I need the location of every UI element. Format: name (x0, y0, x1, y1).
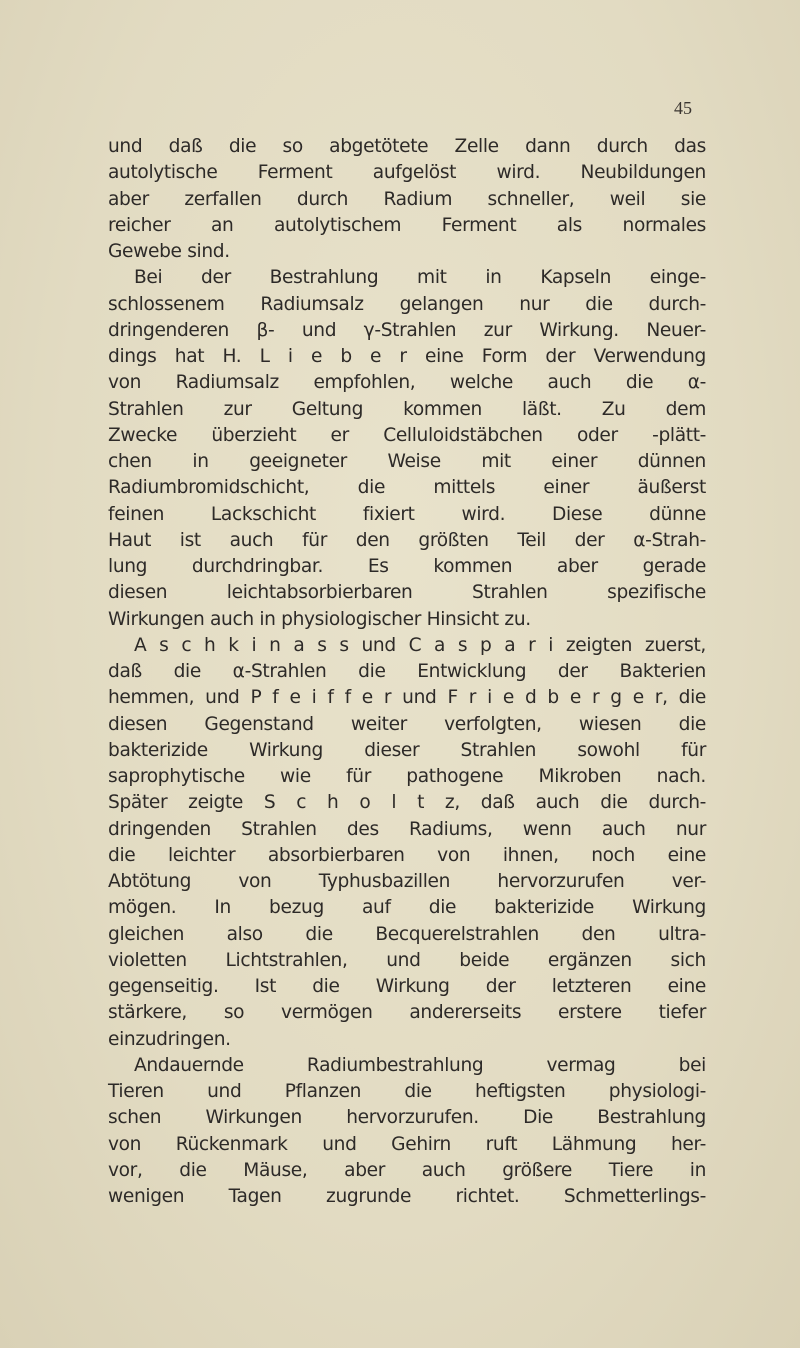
text-line: chen in geeigneter Weise mit einer dünnen (108, 451, 706, 472)
body-text (108, 134, 706, 1210)
text-line: Haut ist auch für den größten Teil der α-Strah- (108, 529, 706, 551)
text-line: einzudringen. (108, 1028, 231, 1050)
text-line: Radiumbromidschicht, die mittels einer äußerst (108, 477, 706, 499)
text-line: und daß die so abgetötete Zelle dann durch das (108, 136, 706, 157)
text-line: dringenden Strahlen des Radiums, wenn auch nur (108, 818, 706, 840)
text-line: violetten Lichtstrahlen, und beide ergänzen sich (108, 949, 706, 971)
text-line: dringenderen β- und γ-Strahlen zur Wirkung. Neuer- (108, 319, 706, 341)
text-line: von Rückenmark und Gehirn ruft Lähmung her- (108, 1133, 706, 1155)
text-line: Strahlen zur Geltung kommen läßt. Zu dem (108, 398, 706, 420)
text-line: daß die α-Strahlen die Entwicklung der Bakterien (108, 661, 706, 682)
text-line: Wirkungen auch in physiologischer Hinsicht zu. (108, 608, 531, 630)
text-line: reicher an autolytischem Ferment als normales (108, 214, 706, 236)
text-line: wenigen Tagen zugrunde richtet. Schmetterlings- (108, 1186, 706, 1207)
text-line: Später zeigte S c h o l t z, daß auch die durch- (108, 792, 706, 814)
page-number: 45 (674, 98, 692, 118)
text-line: mögen. In bezug auf die bakterizide Wirkung (108, 897, 706, 919)
text-line: vor, die Mäuse, aber auch größere Tiere in (108, 1159, 706, 1181)
text-line: autolytische Ferment aufgelöst wird. Neubildungen (108, 162, 706, 184)
text-line: hemmen, und P f e i f f e r und F r i e d b e r g e r, die (108, 687, 706, 709)
text-line: Gewebe sind. (108, 241, 230, 262)
text-line: feinen Lackschicht fixiert wird. Diese dünne (108, 503, 706, 525)
text-line: dings hat H. L i e b e r eine Form der Verwendung (108, 346, 706, 367)
text-line: Tieren und Pflanzen die heftigsten physiologi- (108, 1081, 706, 1102)
text-line: stärkere, so vermögen andererseits erstere tiefer (108, 1002, 706, 1024)
text-line: von Radiumsalz empfohlen, welche auch die α- (108, 372, 706, 394)
text-line: bakterizide Wirkung dieser Strahlen sowohl für (108, 739, 706, 761)
text-line: gegenseitig. Ist die Wirkung der letzteren eine (108, 976, 706, 997)
text-line: Bei der Bestrahlung mit in Kapseln einge- (134, 267, 706, 289)
text-line: aber zerfallen durch Radium schneller, weil sie (108, 188, 706, 210)
text-line: diesen leichtabsorbierbaren Strahlen spezifische (108, 582, 706, 604)
text-line: Andauernde Radiumbestrahlung vermag bei (134, 1054, 706, 1076)
text-line: A s c h k i n a s s und C a s p a r i zeigten zuerst, (134, 634, 706, 656)
text-line: Abtötung von Typhusbazillen hervorzurufen ver- (108, 871, 706, 892)
text-line: lung durchdringbar. Es kommen aber gerade (108, 556, 706, 577)
text-line: Zwecke überzieht er Celluloidstäbchen oder -plätt- (108, 424, 706, 446)
text-line: schen Wirkungen hervorzurufen. Die Bestrahlung (108, 1107, 706, 1129)
text-line: die leichter absorbierbaren von ihnen, noch eine (108, 844, 706, 866)
text-line: gleichen also die Becquerelstrahlen den ultra- (108, 923, 706, 945)
text-line: schlossenem Radiumsalz gelangen nur die durch- (108, 293, 706, 315)
text-line: diesen Gegenstand weiter verfolgten, wiesen die (108, 713, 706, 735)
text-line: saprophytische wie für pathogene Mikroben nach. (108, 766, 706, 787)
